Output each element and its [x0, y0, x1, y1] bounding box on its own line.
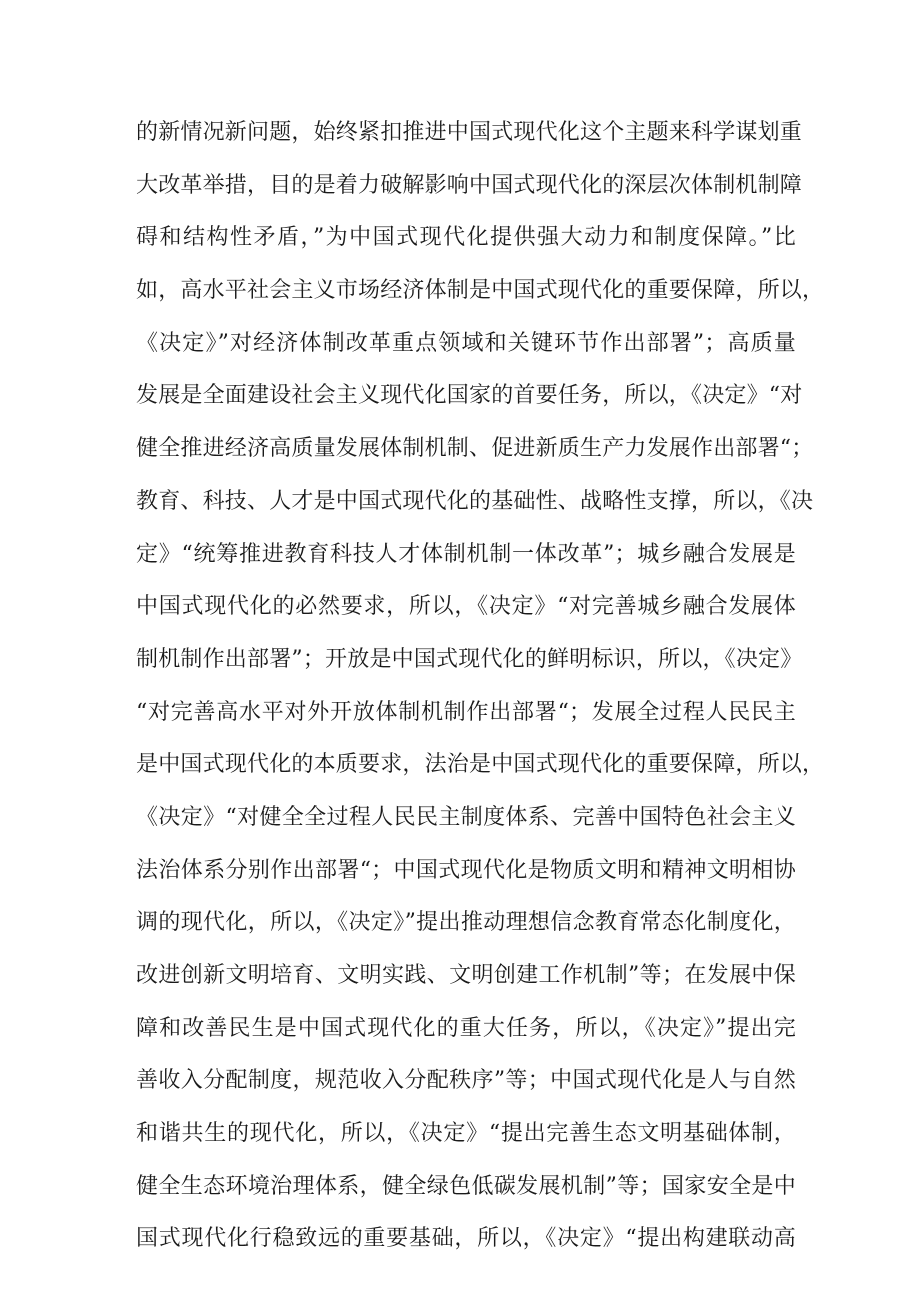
text-line: 如，高水平社会主义市场经济体制是中国式现代化的重要保障，所以， — [136, 278, 825, 304]
text-line: 善收入分配制度，规范收入分配秩序”等；中国式现代化是人与自然 — [136, 1068, 796, 1094]
text-line: 国式现代化行稳致远的重要基础，所以，《决定》“提出构建联动高 — [136, 1226, 796, 1252]
text-line: 调的现代化，所以，《决定》”提出推动理想信念教育常态化制度化， — [136, 910, 796, 936]
text-line: 健全生态环境治理体系，健全绿色低碳发展机制”等；国家安全是中 — [136, 1173, 796, 1199]
text-line: 制机制作出部署”；开放是中国式现代化的鲜明标识，所以，《决定》 — [136, 646, 803, 672]
text-line: 是中国式现代化的本质要求，法治是中国式现代化的重要保障，所以， — [136, 752, 825, 778]
text-line: 和谐共生的现代化，所以，《决定》“提出完善生态文明基础体制， — [136, 1121, 796, 1147]
text-line: 大改革举措，目的是着力破解影响中国式现代化的深层次体制机制障 — [136, 172, 803, 198]
text-line: “对完善高水平对外开放体制机制作出部署“；发展全过程人民民主 — [136, 699, 796, 725]
text-line: 改进创新文明培育、文明实践、文明创建工作机制”等；在发展中保 — [136, 963, 796, 988]
text-line: 障和改善民生是中国式现代化的重大任务，所以，《决定》”提出完 — [136, 1015, 796, 1041]
text-line: 中国式现代化的必然要求，所以，《决定》“对完善城乡融合发展体 — [136, 594, 796, 620]
text-line: 发展是全面建设社会主义现代化国家的首要任务，所以，《决定》“对 — [136, 383, 803, 409]
text-line: 碍和结构性矛盾，”为中国式现代化提供强大动力和制度保障。”比 — [136, 225, 796, 251]
body-paragraph — [136, 107, 825, 1266]
text-line: 《决定》“对健全全过程人民民主制度体系、完善中国特色社会主义 — [136, 804, 796, 830]
text-line: 健全推进经济高质量发展体制机制、促进新质生产力发展作出部署“； — [136, 436, 814, 462]
text-line: 的新情况新问题，始终紧扣推进中国式现代化这个主题来科学谋划重 — [136, 120, 803, 145]
text-line: 定》“统筹推进教育科技人才体制机制一体改革”；城乡融合发展是 — [136, 541, 796, 567]
text-line: 法治体系分别作出部署“；中国式现代化是物质文明和精神文明相协 — [136, 857, 796, 883]
text-line: 《决定》”对经济体制改革重点领域和关键环节作出部署”；高质量 — [136, 330, 796, 356]
text-line: 教育、科技、人才是中国式现代化的基础性、战略性支撑，所以，《决 — [136, 488, 814, 514]
